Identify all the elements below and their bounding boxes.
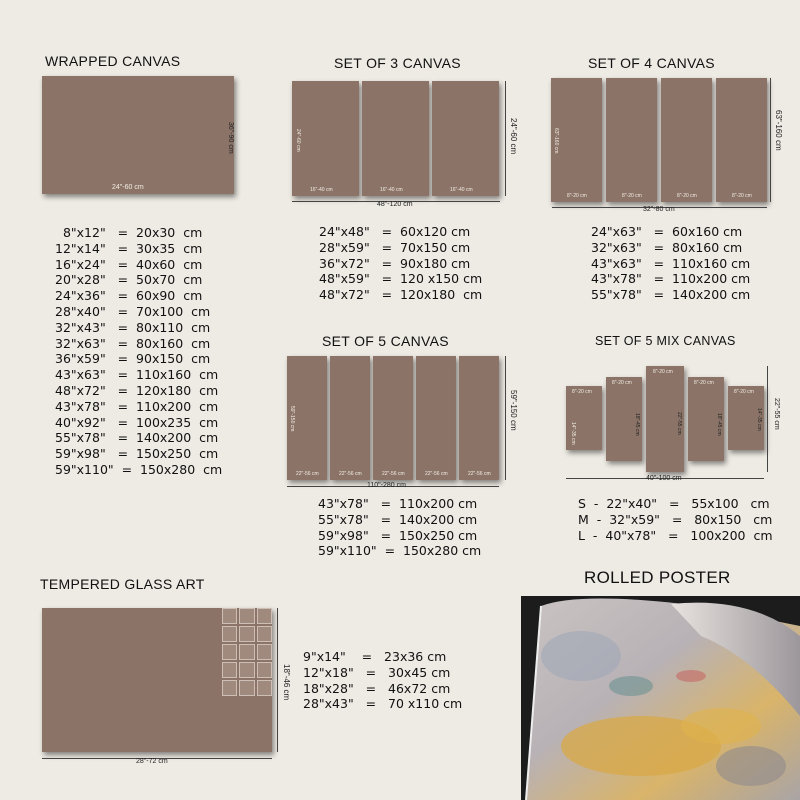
mix5-panel-3-height-label: 22"-55 cm: [676, 412, 682, 435]
mix5-panel-5: [728, 386, 764, 450]
glass-sizes-list: [303, 649, 462, 712]
mix5-height-line: [767, 366, 768, 472]
mix5-panel-2-height-label: 18"-45 cm: [634, 413, 640, 436]
set3-panel-2: [362, 81, 429, 196]
wrapped-size-item: 59"x98" = 150x250 cm: [55, 446, 219, 462]
set4-panel-3: [661, 78, 712, 202]
wrapped-size-item: 32"x43" = 80x110 cm: [55, 319, 211, 335]
wrapped-canvas-title: WRAPPED CANVAS: [45, 53, 181, 69]
mix5-panel-2: [606, 377, 642, 461]
wrapped-size-item: 8"x12" = 20x30 cm: [55, 225, 203, 240]
mix5-panel-1-width-label: 8"-20 cm: [572, 389, 592, 395]
set5-size-item: 59"x110" = 150x280 cm: [318, 543, 482, 559]
set3-title: SET OF 3 CANVAS: [334, 55, 461, 71]
set3-size-item: 48"x72" = 120x180 cm: [319, 287, 483, 303]
glass-reflection-grid: [222, 608, 272, 696]
set4-size-item: 43"x78" = 110x200 cm: [591, 271, 751, 287]
wrapped-size-item: 48"x72" = 120x180 cm: [55, 382, 219, 398]
set4-panel-2-width-label: 8"-20 cm: [622, 193, 642, 199]
wrapped-canvas-panel: [42, 76, 234, 194]
set4-height-line: [770, 78, 771, 202]
set3-total-height-label: 24"-60 cm: [509, 118, 518, 155]
set4-title: SET OF 4 CANVAS: [588, 55, 715, 71]
set5-panel-1: [287, 356, 327, 480]
set3-size-item: 36"x72" = 90x180 cm: [319, 255, 471, 271]
set5-panel-2: [330, 356, 370, 480]
set5-panel-5: [459, 356, 499, 480]
mix5-total-height-label: 22"-55 cm: [773, 398, 780, 430]
wrapped-size-item: 59"x110" = 150x280 cm: [55, 461, 223, 477]
glass-size-item: 18"x28" = 46x72 cm: [303, 680, 451, 696]
set4-panel-4: [716, 78, 767, 202]
set3-height-line: [505, 81, 506, 196]
set5-panel-4: [416, 356, 456, 480]
wrapped-size-item: 32"x63" = 80x160 cm: [55, 335, 211, 351]
set3-size-item: 48"x59" = 120 x150 cm: [319, 271, 483, 287]
glass-title: TEMPERED GLASS ART: [40, 576, 205, 592]
set4-size-item: 32"x63" = 80x160 cm: [591, 239, 743, 255]
mix5-panel-5-width-label: 8"-20 cm: [734, 389, 754, 395]
wrapped-size-item: 43"x78" = 110x200 cm: [55, 398, 219, 414]
mix5-panel-4-width-label: 8"-20 cm: [694, 380, 714, 386]
glass-size-item: 9"x14" = 23x36 cm: [303, 649, 447, 664]
mix5-size-item: S - 22"x40" = 55x100 cm: [578, 496, 770, 511]
wrapped-size-item: 40"x92" = 100x235 cm: [55, 414, 219, 430]
set5-panel-3: [373, 356, 413, 480]
mix5-panel-4-height-label: 18"-45 cm: [716, 413, 722, 436]
mix5-title: SET OF 5 MIX CANVAS: [595, 334, 736, 348]
set4-panel-3-width-label: 8"-20 cm: [677, 193, 697, 199]
rolled-poster-illustration: [521, 596, 800, 800]
wrapped-size-item: 20"x28" = 50x70 cm: [55, 272, 203, 288]
set4-panel-4-width-label: 8"-20 cm: [732, 193, 752, 199]
set3-panel-2-width-label: 16"-40 cm: [380, 187, 403, 193]
wrapped-size-item: 36"x59" = 90x150 cm: [55, 351, 211, 367]
set5-height-line: [505, 356, 506, 480]
glass-height-label: 18"-46 cm: [282, 664, 291, 701]
set5-panel-1-width-label: 22"-56 cm: [296, 471, 319, 477]
wrapped-width-label: 24"-60 cm: [112, 184, 144, 191]
mix5-panel-1-height-label: 14"-35 cm: [570, 422, 576, 445]
glass-height-line: [277, 608, 278, 752]
rolled-poster-image: [521, 596, 800, 800]
set4-size-item: 43"x63" = 110x160 cm: [591, 255, 751, 271]
set3-group: [291, 81, 501, 196]
mix5-sizes-list: [578, 496, 773, 543]
set4-size-item: 24"x63" = 60x160 cm: [591, 224, 743, 239]
mix5-panel-3: [646, 366, 684, 472]
mix5-panel-5-height-label: 14"-35 cm: [756, 408, 762, 431]
wrapped-size-item: 16"x24" = 40x60 cm: [55, 256, 203, 272]
set5-total-height-label: 59"-150 cm: [509, 390, 518, 431]
set5-panel-4-width-label: 22"-56 cm: [425, 471, 448, 477]
wrapped-size-item: 55"x78" = 140x200 cm: [55, 430, 219, 446]
set5-sizes-list: [318, 496, 481, 559]
set3-size-item: 28"x59" = 70x150 cm: [319, 239, 471, 255]
set5-size-item: 55"x78" = 140x200 cm: [318, 511, 478, 527]
set5-panel-5-width-label: 22"-56 cm: [468, 471, 491, 477]
set3-panel-1-width-label: 16"-40 cm: [310, 187, 333, 193]
mix5-panel-4: [688, 377, 724, 461]
set5-title: SET OF 5 CANVAS: [322, 333, 449, 349]
wrapped-height-label: 36"-90 cm: [227, 122, 234, 154]
set3-panel-3-width-label: 16"-40 cm: [450, 187, 473, 193]
set5-panel-height-label: 59"-150 cm: [289, 406, 295, 432]
mix5-panel-2-width-label: 8"-20 cm: [612, 380, 632, 386]
set3-panel-1: [292, 81, 359, 196]
wrapped-size-item: 28"x40" = 70x100 cm: [55, 303, 211, 319]
glass-size-item: 12"x18" = 30x45 cm: [303, 664, 451, 680]
set3-panel-height-label: 24"-60 cm: [295, 129, 301, 152]
mix5-size-item: L - 40"x78" = 100x200 cm: [578, 527, 773, 543]
set3-panel-3: [432, 81, 499, 196]
set3-sizes-list: [319, 224, 482, 303]
set4-panel-2: [606, 78, 657, 202]
set5-size-item: 59"x98" = 150x250 cm: [318, 527, 478, 543]
mix5-panel-3-width-label: 8"-20 cm: [653, 369, 673, 375]
set4-size-item: 55"x78" = 140x200 cm: [591, 287, 751, 303]
set5-size-item: 43"x78" = 110x200 cm: [318, 496, 478, 511]
wrapped-size-item: 43"x63" = 110x160 cm: [55, 367, 219, 383]
set4-group: [550, 78, 768, 202]
glass-width-label: 28"-72 cm: [136, 758, 168, 765]
set3-size-item: 24"x48" = 60x120 cm: [319, 224, 471, 239]
set4-total-width-label: 32"-80 cm: [643, 206, 675, 213]
mix5-group: [565, 366, 765, 472]
wrapped-sizes-list: [55, 225, 222, 478]
set5-panel-2-width-label: 22"-56 cm: [339, 471, 362, 477]
set4-total-height-label: 63"-160 cm: [774, 110, 783, 151]
wrapped-size-item: 12"x14" = 30x35 cm: [55, 240, 203, 256]
set5-panel-3-width-label: 22"-56 cm: [382, 471, 405, 477]
mix5-panel-1: [566, 386, 602, 450]
mix5-total-width-label: 40"-100 cm: [646, 475, 682, 482]
wrapped-size-item: 24"x36" = 60x90 cm: [55, 288, 203, 304]
set5-group: [286, 356, 500, 480]
set4-panel-height-label: 63"-160 cm: [553, 128, 559, 154]
set5-total-width-label: 110"-280 cm: [367, 482, 406, 489]
set4-sizes-list: [591, 224, 750, 303]
glass-panel: [42, 608, 272, 752]
set4-panel-1: [551, 78, 602, 202]
set3-total-width-label: 48"-120 cm: [377, 201, 413, 208]
poster-title: ROLLED POSTER: [584, 568, 731, 587]
set4-panel-1-width-label: 8"-20 cm: [567, 193, 587, 199]
mix5-size-item: M - 32"x59" = 80x150 cm: [578, 511, 773, 527]
glass-size-item: 28"x43" = 70 x110 cm: [303, 696, 463, 712]
